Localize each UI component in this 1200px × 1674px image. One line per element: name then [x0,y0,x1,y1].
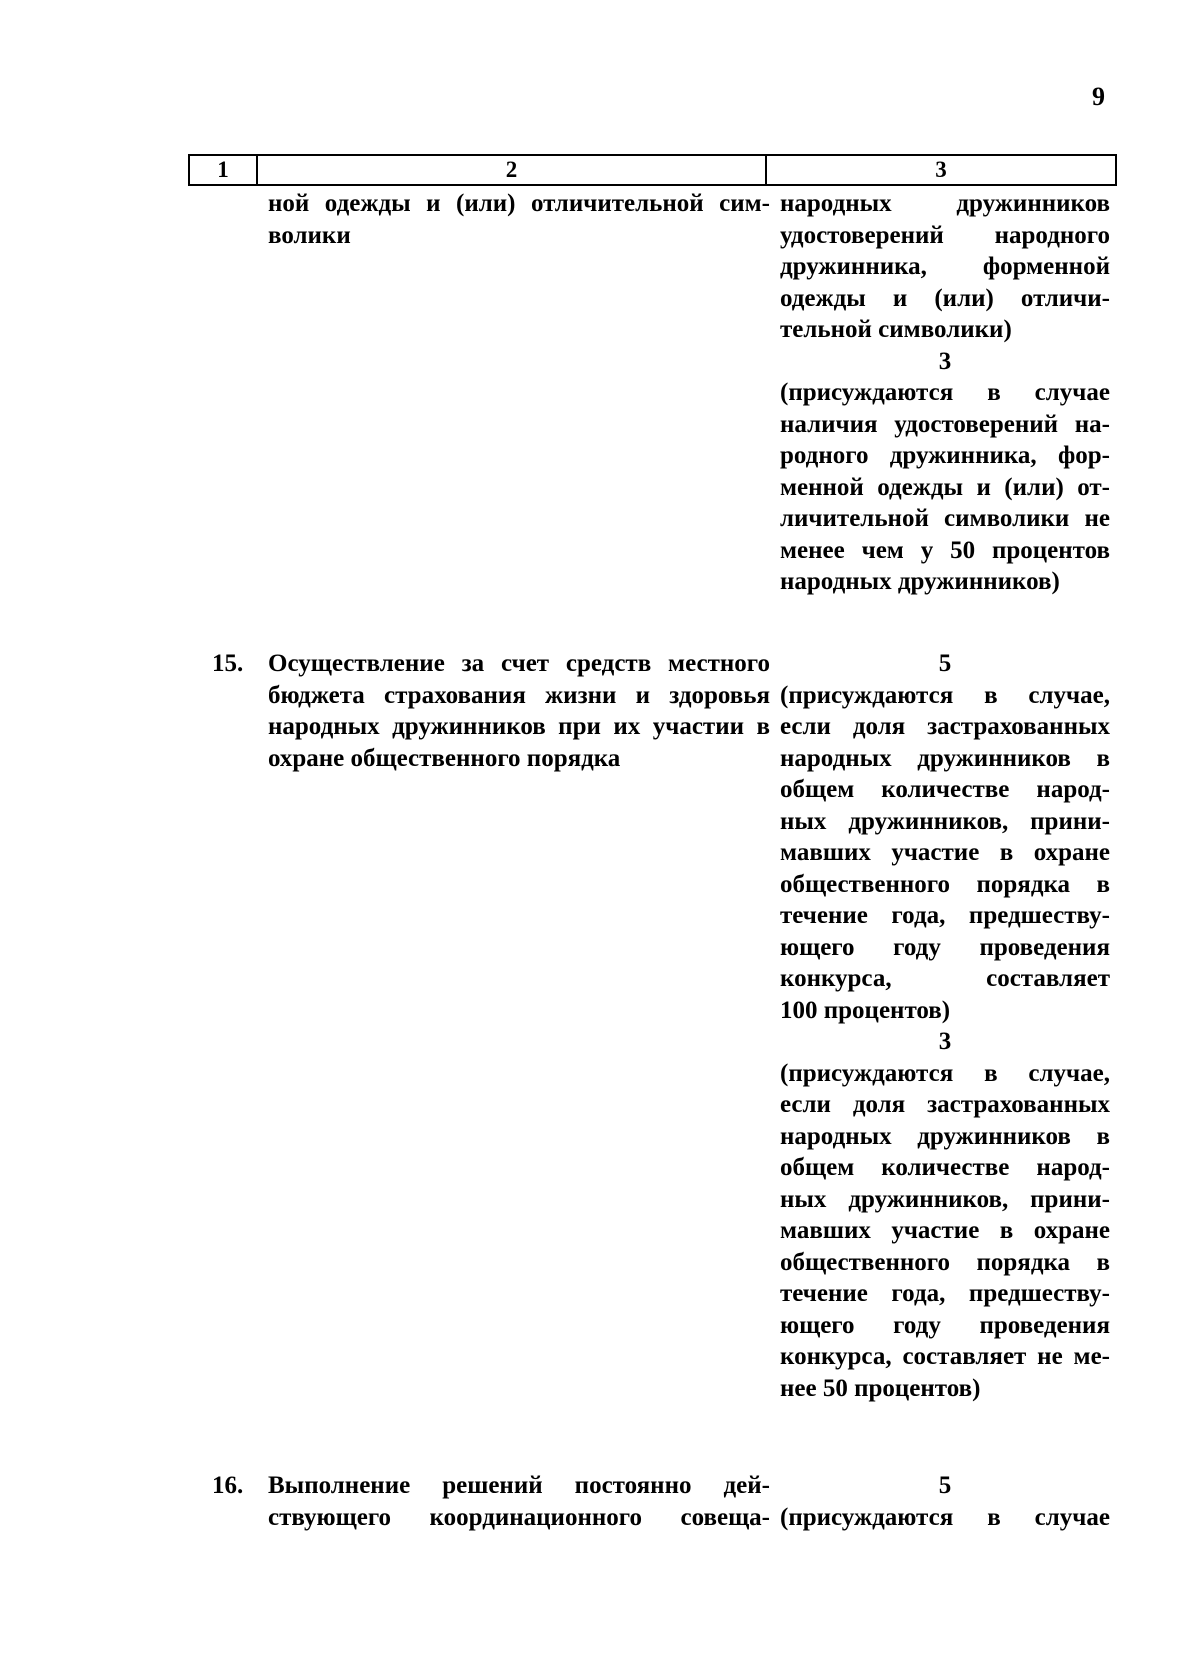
score-value: 3 [938,1028,952,1055]
word: дружинника, [780,253,927,280]
text-line: менной одежды и (или) от- [780,473,1110,501]
text-line: конкурса, составляет не ме- [780,1343,1110,1370]
word: форменной [982,253,1110,280]
text-line: мавших участие в охране [780,839,1110,866]
text-line: волики [268,221,351,249]
score-text [780,188,1110,598]
criterion-text [268,1470,770,1533]
word: удостоверений [780,221,944,249]
text-line: ных дружинников, прини- [780,807,1110,835]
text-line: общественного порядка в [780,1248,1110,1276]
text-line: ной одежды и (или) отличительной сим- [268,190,770,217]
text-line: течение года, предшеству- [780,1280,1110,1307]
criterion-text [268,188,770,251]
text-line: ющего году проведения [780,933,1110,961]
text-line [780,188,1110,220]
word: конкурса, [780,965,892,992]
text-line [780,220,1110,252]
text-line: народных дружинников в [780,744,1110,772]
text-line: народных дружинников при их участии в [268,713,770,740]
text-line: родного дружинника, фор- [780,442,1110,469]
row-number: 16. [212,1472,244,1499]
text-line: нее 50 процентов) [780,1374,981,1402]
word: народных [780,190,892,217]
word: народного [994,221,1110,249]
header-col-2: 2 [258,156,767,184]
text-line: охране общественного порядка [268,744,621,772]
text-line: общем количестве народ- [780,1154,1110,1181]
score-value: 3 [938,347,952,375]
text-line: 100 процентов) [780,996,951,1024]
text-line: ствующего координационного совеща- [268,1503,770,1531]
text-line: общем количестве народ- [780,776,1110,803]
text-line: если доля застрахованных [780,713,1110,740]
text-line: если доля застрахованных [780,1091,1110,1118]
text-line: (присуждаются в случае, [780,681,1110,709]
page-number: 9 [1092,82,1105,111]
text-line: народных дружинников) [780,568,1060,595]
table-header [188,154,1117,186]
text-line: мавших участие в охране [780,1217,1110,1244]
score-text [780,1470,1110,1533]
text-line [780,963,1110,995]
text-line: общественного порядка в [780,870,1110,898]
text-line: течение года, предшеству- [780,902,1110,929]
criterion-text [268,648,770,774]
text-line: народных дружинников в [780,1122,1110,1150]
text-line: Выполнение решений постоянно дей- [268,1472,770,1499]
text-line: (присуждаются в случае [780,1503,1110,1531]
score-value: 5 [938,1472,952,1499]
text-line: ющего году проведения [780,1311,1110,1339]
text-line: (присуждаются в случае [780,379,1110,406]
text-line [780,251,1110,283]
word: дружинников [956,190,1110,217]
text-line: тельной символики) [780,316,1012,343]
text-line: менее чем у 50 процентов [780,536,1110,564]
text-line: одежды и (или) отличи- [780,284,1110,312]
row-number: 15. [212,650,244,677]
text-line: ных дружинников, прини- [780,1185,1110,1213]
header-col-1: 1 [190,156,258,184]
text-line: (присуждаются в случае, [780,1059,1110,1087]
word: составляет [986,965,1110,992]
text-line: бюджета страхования жизни и здоровья [268,681,770,709]
text-line: Осуществление за счет средств местного [268,650,770,677]
score-text [780,648,1110,1404]
score-value: 5 [938,650,952,677]
header-col-3: 3 [935,157,947,182]
text-line: личительной символики не [780,505,1110,532]
text-line: наличия удостоверений на- [780,410,1110,438]
